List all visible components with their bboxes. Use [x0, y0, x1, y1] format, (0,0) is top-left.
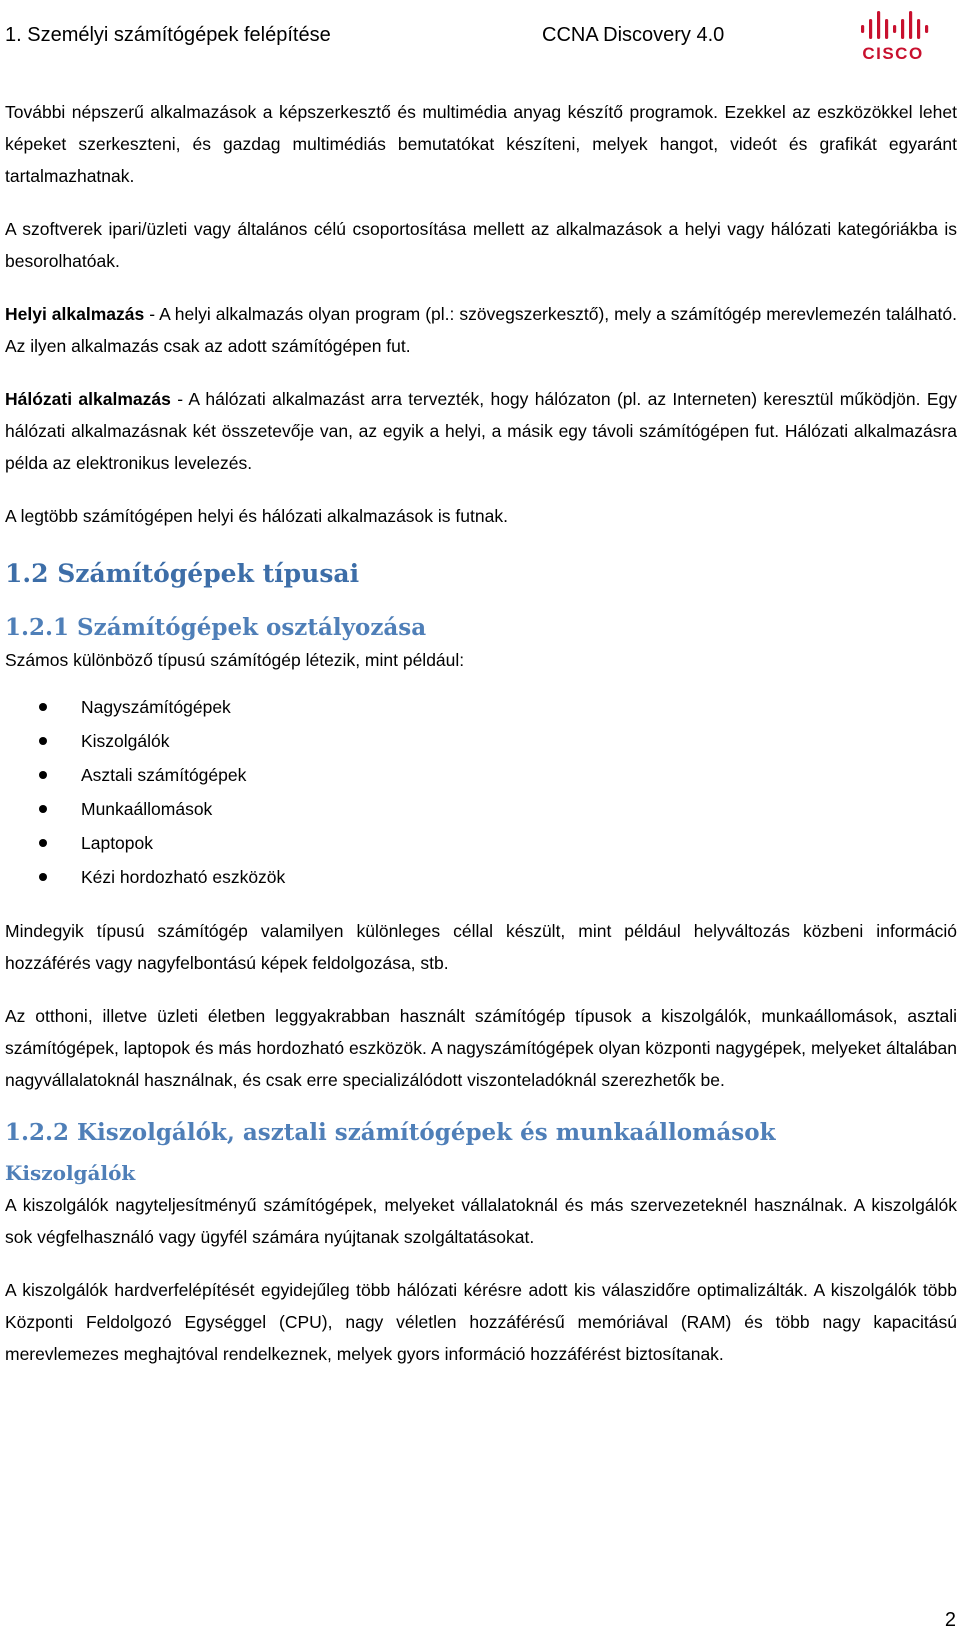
term-network-application: Hálózati alkalmazás — [5, 389, 171, 409]
list-item-label: Asztali számítógépek — [81, 765, 247, 785]
term-local-application: Helyi alkalmazás — [5, 304, 145, 324]
bullet-icon — [39, 805, 47, 813]
paragraph-types-intro: Számos különböző típusú számítógép létezik, mint például: — [5, 650, 465, 670]
list-item-label: Kézi hordozható eszközök — [81, 867, 286, 887]
list-item — [5, 758, 957, 792]
list-item-label: Munkaállomások — [81, 799, 213, 819]
paragraph-network-application — [5, 383, 957, 479]
page-header — [0, 0, 960, 70]
list-item-label: Nagyszámítógépek — [81, 697, 231, 717]
list-item — [5, 690, 957, 724]
page-number: 2 — [944, 1609, 956, 1631]
document-body — [5, 96, 957, 1391]
section-heading-computer-types: 1.2 Számítógépek típusai — [5, 559, 360, 588]
chapter-title: 1. Személyi számítógépek felépítése — [5, 24, 331, 46]
local-application-definition: - A helyi alkalmazás olyan program (pl.: szövegszerkesztő), mely a számítógép merevlemezén található. Az ilyen alkalmazás csak az adott számítógépen fut. — [5, 304, 958, 356]
paragraph-common-types: Az otthoni, illetve üzleti életben leggyakrabban használt számítógép típusok a kiszolgálók, munkaállomások, asztali számítógépek, laptopok és más hordozható eszközök. A nagyszámítógépek olyan központi nagygépek, melyeket általában nagyvállalatoknál használnak, és csak erre specializálódott viszonteladóknál szerezhetők be. — [5, 1006, 957, 1090]
paragraph-special-purpose: Mindegyik típusú számítógép valamilyen különleges céllal készült, mint például helyváltozás közbeni információ hozzáférés vagy nagyfelbontású képek feldolgozása, stb. — [5, 921, 957, 973]
subheading-servers: Kiszolgálók — [5, 1161, 136, 1185]
subsection-heading-classification: 1.2.1 Számítógépek osztályozása — [5, 614, 427, 641]
list-item-label: Laptopok — [81, 833, 154, 853]
list-item — [5, 826, 957, 860]
paragraph-servers-intro: A kiszolgálók nagyteljesítményű számítógépek, melyeket vállalatoknál és más szervezeteknél használnak. A kiszolgálók sok végfelhasználó vagy ügyfél számára nyújtanak szolgáltatásokat. — [5, 1195, 957, 1247]
cisco-logo — [857, 5, 929, 63]
paragraph-classification: A szoftverek ipari/üzleti vagy általános célú csoportosítása mellett az alkalmazások a helyi vagy hálózati kategóriákba is besorolhatóak. — [5, 219, 957, 271]
bullet-icon — [39, 737, 47, 745]
paragraph-servers-hardware: A kiszolgálók hardverfelépítését egyidejűleg több hálózati kérésre adott kis válaszidőre optimalizálták. A kiszolgálók több Központi Feldolgozó Egységgel (CPU), nagy véletlen hozzáférésű memóriával (RAM) és több nagy kapacitású merevlemezes meghajtóval rendelkeznek, melyek gyors információ hozzáférést biztosítanak. — [5, 1280, 957, 1364]
paragraph-multimedia: További népszerű alkalmazások a képszerkesztő és multimédia anyag készítő programok. Ezekkel az eszközökkel lehet képeket szerkeszteni, és gazdag multimédiás bemutatókat készíteni, melyek hangot, videót és grafikát egyaránt tartalmazhatnak. — [5, 102, 957, 186]
paragraph-both-applications: A legtöbb számítógépen helyi és hálózati alkalmazások is futnak. — [5, 506, 508, 526]
computer-types-list — [5, 690, 957, 894]
network-application-definition: - A hálózati alkalmazást arra tervezték, hogy hálózaton (pl. az Interneten) keresztül működjön. Egy hálózati alkalmazásnak két összetevője van, az egyik a helyi, a másik egy távoli számítógépen fut. Hálózati alkalmazásra példa az elektronikus levelezés. — [5, 389, 957, 473]
bullet-icon — [39, 703, 47, 711]
paragraph-local-application — [5, 298, 957, 362]
list-item — [5, 792, 957, 826]
list-item-label: Kiszolgálók — [81, 731, 170, 751]
logo-wordmark: CISCO — [862, 44, 924, 63]
bullet-icon — [39, 771, 47, 779]
bullet-icon — [39, 873, 47, 881]
subsection-heading-servers-desktops: 1.2.2 Kiszolgálók, asztali számítógépek és munkaállomások — [5, 1119, 776, 1146]
course-title: CCNA Discovery 4.0 — [542, 24, 725, 46]
list-item — [5, 860, 957, 894]
bullet-icon — [39, 839, 47, 847]
list-item — [5, 724, 957, 758]
